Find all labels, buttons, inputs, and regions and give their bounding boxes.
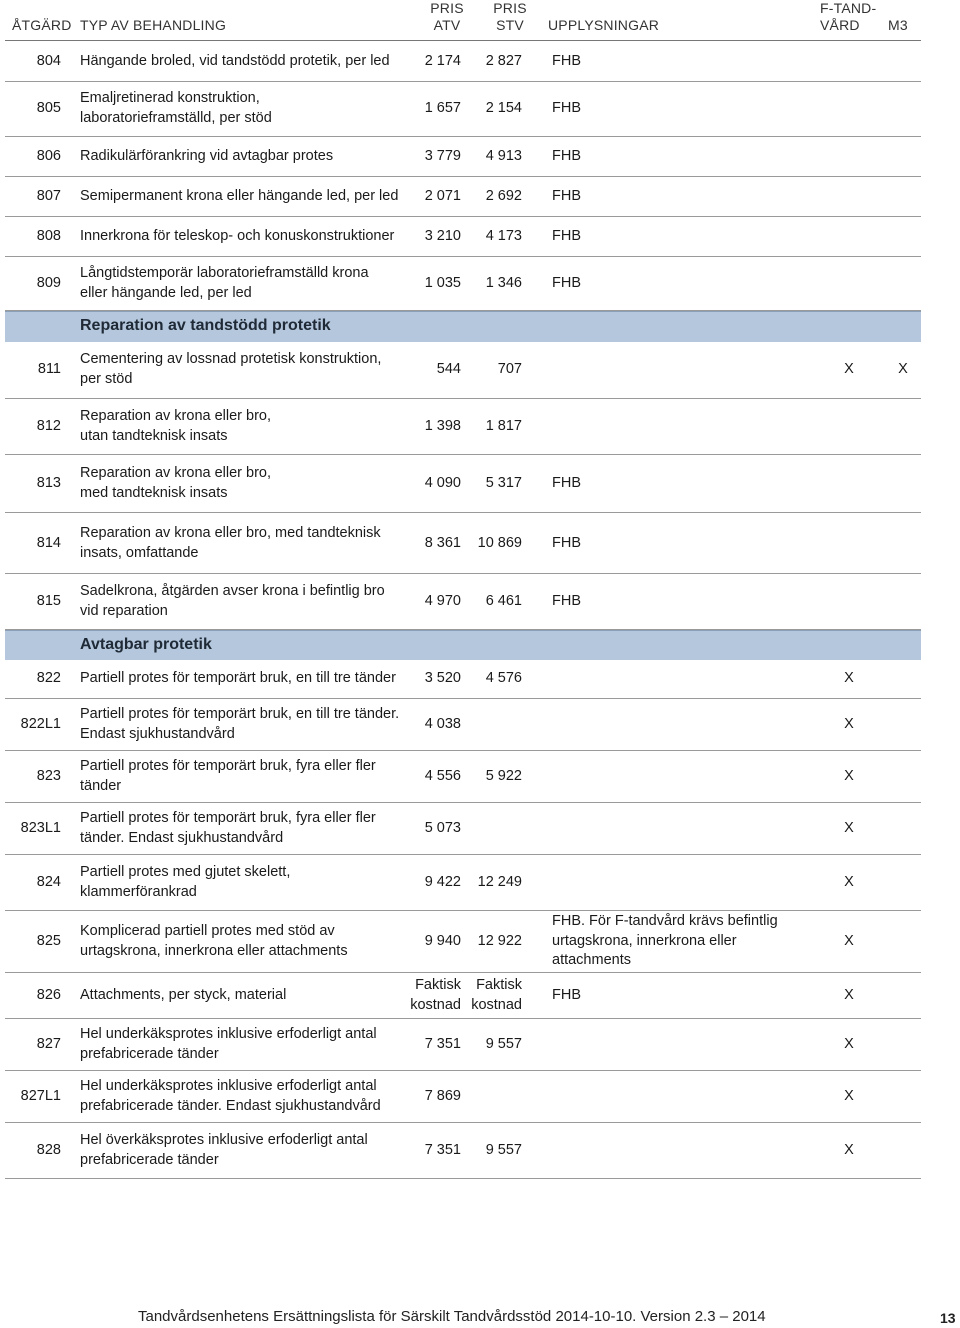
procedure-code: 808 [36, 228, 61, 244]
procedure-description-line: Partiell protes för temporärt bruk, fyra eller fler [80, 758, 376, 774]
price-atv-line: 3 779 [424, 148, 461, 164]
price-atv-line: 1 035 [424, 275, 461, 291]
table-row [5, 1019, 921, 1071]
procedure-description [80, 227, 420, 247]
procedure-code: 825 [36, 933, 61, 949]
section-title: Avtagbar protetik [80, 636, 212, 653]
procedure-code: 815 [36, 593, 61, 609]
procedure-description [80, 582, 420, 621]
procedure-code: 811 [37, 361, 61, 377]
price-stv [460, 187, 522, 207]
table-row [5, 1071, 921, 1123]
procedure-description-line: urtagskrona, innerkrona eller attachments [80, 942, 348, 959]
price-atv [395, 873, 461, 893]
price-stv [460, 669, 522, 689]
price-stv-line: 5 922 [485, 768, 522, 784]
price-atv-line: 7 351 [424, 1036, 461, 1052]
ftandvard-mark: X [844, 361, 854, 377]
table-row [5, 341, 921, 399]
price-stv-line: 12 249 [477, 874, 522, 890]
procedure-description-line: Hel underkäksprotes inklusive erfoderligt antal [80, 1078, 377, 1094]
price-stv-line: 6 461 [485, 593, 522, 609]
procedure-code: 807 [36, 188, 61, 204]
price-stv-line: 5 317 [485, 475, 522, 491]
table-header [0, 0, 960, 42]
price-atv [395, 976, 461, 1015]
procedure-description-line: Partiell protes för temporärt bruk, en till tre tänder [80, 670, 396, 686]
price-stv-line: 4 913 [485, 148, 522, 164]
procedure-description-line: Partiell protes för temporärt bruk, en till tre tänder. [80, 706, 400, 722]
info-text [552, 52, 812, 72]
section-header [5, 630, 921, 660]
info-text [552, 474, 812, 494]
info-text [552, 147, 812, 167]
price-stv-line: 9 557 [485, 1142, 522, 1158]
info-text-line: FHB [552, 475, 581, 491]
price-atv [395, 767, 461, 787]
price-stv [460, 932, 522, 952]
price-atv [395, 227, 461, 247]
info-text [552, 986, 812, 1006]
price-atv [395, 360, 461, 380]
price-atv [395, 99, 461, 119]
price-atv [395, 534, 461, 554]
procedure-description-line: Emaljretinerad konstruktion, [80, 90, 260, 106]
table-row [5, 455, 921, 513]
procedure-description [80, 464, 420, 503]
procedure-description-line: Endast sjukhustandvård [80, 725, 235, 742]
procedure-code: 822 [36, 670, 61, 686]
section-header [5, 311, 921, 342]
table-row [5, 659, 921, 699]
price-stv-line: kostnad [471, 996, 522, 1013]
price-atv-line: kostnad [410, 996, 461, 1013]
procedure-description [80, 187, 420, 207]
price-stv-line: 2 692 [485, 188, 522, 204]
procedure-description-line: eller hängande led, per led [80, 284, 252, 301]
price-atv [395, 1087, 461, 1107]
price-atv [395, 1035, 461, 1055]
price-atv-line: 4 038 [424, 716, 461, 732]
procedure-description [80, 863, 420, 902]
ftandvard-mark: X [844, 1088, 854, 1104]
procedure-code: 824 [36, 874, 61, 890]
procedure-description-line: tänder. Endast sjukhustandvård [80, 829, 284, 846]
price-stv-line: 707 [497, 361, 522, 377]
procedure-description-line: laboratorieframställd, per stöd [80, 109, 272, 126]
info-text-line: FHB [552, 188, 581, 204]
procedure-description [80, 264, 420, 303]
procedure-description-line: prefabricerade tänder [80, 1045, 219, 1062]
info-text-line: FHB [552, 987, 581, 1003]
procedure-description-line: Cementering av lossnad protetisk konstruktion, [80, 351, 382, 367]
price-atv [395, 274, 461, 294]
ftandvard-mark: X [844, 987, 854, 1003]
price-atv-line: 7 869 [424, 1088, 461, 1104]
table-row [5, 81, 921, 137]
table-row [5, 911, 921, 973]
price-stv-line: 1 817 [485, 418, 522, 434]
procedure-description-line: prefabricerade tänder [80, 1151, 219, 1168]
procedure-code: 823 [36, 768, 61, 784]
info-text [552, 99, 812, 119]
price-stv [460, 360, 522, 380]
procedure-description-line: Långtidstemporär laboratorieframställd krona [80, 265, 369, 281]
price-stv [460, 52, 522, 72]
section-title: Reparation av tandstödd protetik [80, 317, 331, 334]
price-atv-line: 2 071 [424, 188, 461, 204]
info-text [552, 227, 812, 247]
ftandvard-mark: X [844, 670, 854, 686]
price-atv-line: 3 520 [424, 670, 461, 686]
procedure-code: 827 [36, 1036, 61, 1052]
procedure-code: 806 [36, 148, 61, 164]
price-atv-line: 4 090 [424, 475, 461, 491]
price-stv-line: 2 827 [485, 53, 522, 69]
price-atv [395, 819, 461, 839]
price-atv-line: 7 351 [424, 1142, 461, 1158]
page-number: 13 [940, 1310, 956, 1326]
price-stv [460, 976, 522, 1015]
table-row [5, 751, 921, 803]
info-text [552, 534, 812, 554]
procedure-description-line: Radikulärförankring vid avtagbar protes [80, 148, 334, 164]
procedure-code: 804 [36, 53, 61, 69]
procedure-code: 827L1 [20, 1088, 61, 1104]
procedure-description [80, 52, 420, 72]
procedure-code: 809 [36, 275, 61, 291]
info-text [552, 187, 812, 207]
procedure-description-line: tänder [80, 777, 122, 794]
procedure-description [80, 524, 420, 563]
price-stv-line: 2 154 [485, 100, 522, 116]
price-atv-line: Faktisk [415, 977, 461, 993]
procedure-code: 822L1 [20, 716, 61, 732]
procedure-description [80, 89, 420, 128]
procedure-description [80, 407, 420, 446]
info-text [552, 912, 812, 971]
procedure-description-line: Hängande broled, vid tandstödd protetik, per led [80, 53, 390, 69]
price-atv-line: 4 556 [424, 768, 461, 784]
procedure-description-line: per stöd [80, 370, 133, 387]
procedure-code: 828 [36, 1142, 61, 1158]
price-stv [460, 474, 522, 494]
price-atv-line: 4 970 [424, 593, 461, 609]
price-atv-line: 9 940 [424, 933, 461, 949]
procedure-code: 814 [36, 535, 61, 551]
info-text-line: FHB [552, 275, 581, 291]
header-stv: PRIS STV [493, 0, 527, 33]
procedure-description-line: Partiell protes med gjutet skelett, [80, 864, 291, 880]
table-row [5, 177, 921, 217]
header-info: UPPLYSNINGAR [548, 17, 660, 33]
price-atv-line: 1 657 [424, 100, 461, 116]
price-atv-line: 544 [436, 361, 461, 377]
price-stv [460, 592, 522, 612]
info-text-line: attachments [552, 952, 631, 968]
procedure-description-line: Partiell protes för temporärt bruk, fyra eller fler [80, 810, 376, 826]
info-text-line: FHB [552, 593, 581, 609]
price-stv [460, 147, 522, 167]
header-ftandvard: F-TAND- VÅRD [820, 0, 877, 33]
procedure-code: 813 [36, 475, 61, 491]
procedure-description-line: Reparation av krona eller bro, med tandteknisk [80, 525, 381, 541]
ftandvard-mark: X [844, 768, 854, 784]
info-text-line: FHB [552, 535, 581, 551]
header-code: ÅTGÄRD [12, 17, 72, 33]
table-row [5, 1123, 921, 1179]
procedure-description-line: Attachments, per styck, material [80, 987, 287, 1003]
price-atv [395, 669, 461, 689]
table-row [5, 803, 921, 855]
price-atv [395, 932, 461, 952]
header-atv: PRIS ATV [430, 0, 464, 33]
info-text-line: FHB [552, 228, 581, 244]
procedure-description-line: Reparation av krona eller bro, [80, 465, 272, 481]
info-text [552, 274, 812, 294]
table-row [5, 855, 921, 911]
info-text-line: FHB [552, 53, 581, 69]
procedure-description-line: Hel överkäksprotes inklusive erfoderligt antal [80, 1132, 368, 1148]
price-stv-line: 4 173 [485, 228, 522, 244]
table-row [5, 217, 921, 257]
info-text-line: urtagskrona, innerkrona eller [552, 932, 737, 949]
ftandvard-mark: X [844, 874, 854, 890]
price-atv-line: 8 361 [424, 535, 461, 551]
price-atv [395, 417, 461, 437]
info-text-line: FHB [552, 148, 581, 164]
procedure-code: 805 [36, 100, 61, 116]
price-atv-line: 1 398 [424, 418, 461, 434]
price-atv [395, 474, 461, 494]
procedure-description-line: med tandteknisk insats [80, 484, 228, 501]
table-row [5, 137, 921, 177]
procedure-description-line: Komplicerad partiell protes med stöd av [80, 923, 335, 939]
price-stv [460, 767, 522, 787]
ftandvard-mark: X [844, 1036, 854, 1052]
price-atv [395, 187, 461, 207]
ftandvard-mark: X [844, 933, 854, 949]
header-m3: M3 [888, 17, 908, 33]
price-stv-line: 10 869 [477, 535, 522, 551]
price-atv [395, 1141, 461, 1161]
header-type: TYP AV BEHANDLING [80, 17, 227, 33]
procedure-description-line: Innerkrona för teleskop- och konuskonstruktioner [80, 228, 395, 244]
procedure-code: 812 [36, 418, 61, 434]
table-row [5, 257, 921, 311]
table-row [5, 699, 921, 751]
ftandvard-mark: X [844, 716, 854, 732]
ftandvard-mark: X [844, 820, 854, 836]
m3-mark: X [898, 361, 908, 377]
price-atv [395, 52, 461, 72]
procedure-description [80, 669, 420, 689]
price-stv [460, 1141, 522, 1161]
procedure-code: 823L1 [20, 820, 61, 836]
procedure-description-line: Hel underkäksprotes inklusive erfoderligt antal [80, 1026, 377, 1042]
price-atv [395, 592, 461, 612]
price-stv [460, 534, 522, 554]
procedure-description-line: vid reparation [80, 602, 168, 619]
table-row [5, 399, 921, 455]
procedure-description-line: Semipermanent krona eller hängande led, per led [80, 188, 399, 204]
table-row [5, 514, 921, 574]
price-atv-line: 3 210 [424, 228, 461, 244]
price-stv-line: 1 346 [485, 275, 522, 291]
procedure-description-line: Reparation av krona eller bro, [80, 408, 272, 424]
price-stv-line: 12 922 [477, 933, 522, 949]
price-stv [460, 873, 522, 893]
price-atv [395, 147, 461, 167]
procedure-description [80, 922, 420, 961]
procedure-description [80, 1077, 420, 1116]
procedure-description-line: klammerförankrad [80, 883, 197, 900]
price-stv [460, 1035, 522, 1055]
procedure-description [80, 809, 420, 848]
procedure-description-line: utan tandteknisk insats [80, 427, 228, 444]
price-stv [460, 99, 522, 119]
price-stv-line: 4 576 [485, 670, 522, 686]
info-text-line: FHB. För F-tandvård krävs befintlig [552, 913, 778, 929]
procedure-description [80, 1131, 420, 1170]
header-divider [5, 40, 921, 41]
procedure-description [80, 986, 420, 1006]
table-row [5, 574, 921, 630]
price-stv [460, 227, 522, 247]
price-stv-line: Faktisk [476, 977, 522, 993]
price-stv-line: 9 557 [485, 1036, 522, 1052]
table-row [5, 973, 921, 1019]
procedure-description-line: insats, omfattande [80, 544, 199, 561]
table-row [5, 42, 921, 82]
procedure-description [80, 147, 420, 167]
info-text-line: FHB [552, 100, 581, 116]
procedure-description [80, 757, 420, 796]
procedure-description [80, 1025, 420, 1064]
price-atv [395, 715, 461, 735]
procedure-description [80, 705, 420, 744]
price-atv-line: 5 073 [424, 820, 461, 836]
price-atv-line: 9 422 [424, 874, 461, 890]
price-stv [460, 417, 522, 437]
ftandvard-mark: X [844, 1142, 854, 1158]
price-atv-line: 2 174 [424, 53, 461, 69]
procedure-description-line: prefabricerade tänder. Endast sjukhustandvård [80, 1097, 381, 1114]
price-stv [460, 274, 522, 294]
procedure-description [80, 350, 420, 389]
procedure-code: 826 [36, 987, 61, 1003]
procedure-description-line: Sadelkrona, åtgärden avser krona i befintlig bro [80, 583, 385, 599]
footer-text: Tandvårdsenhetens Ersättningslista för Särskilt Tandvårdsstöd 2014-10-10. Version 2.3 – 2014 [138, 1308, 766, 1325]
info-text [552, 592, 812, 612]
